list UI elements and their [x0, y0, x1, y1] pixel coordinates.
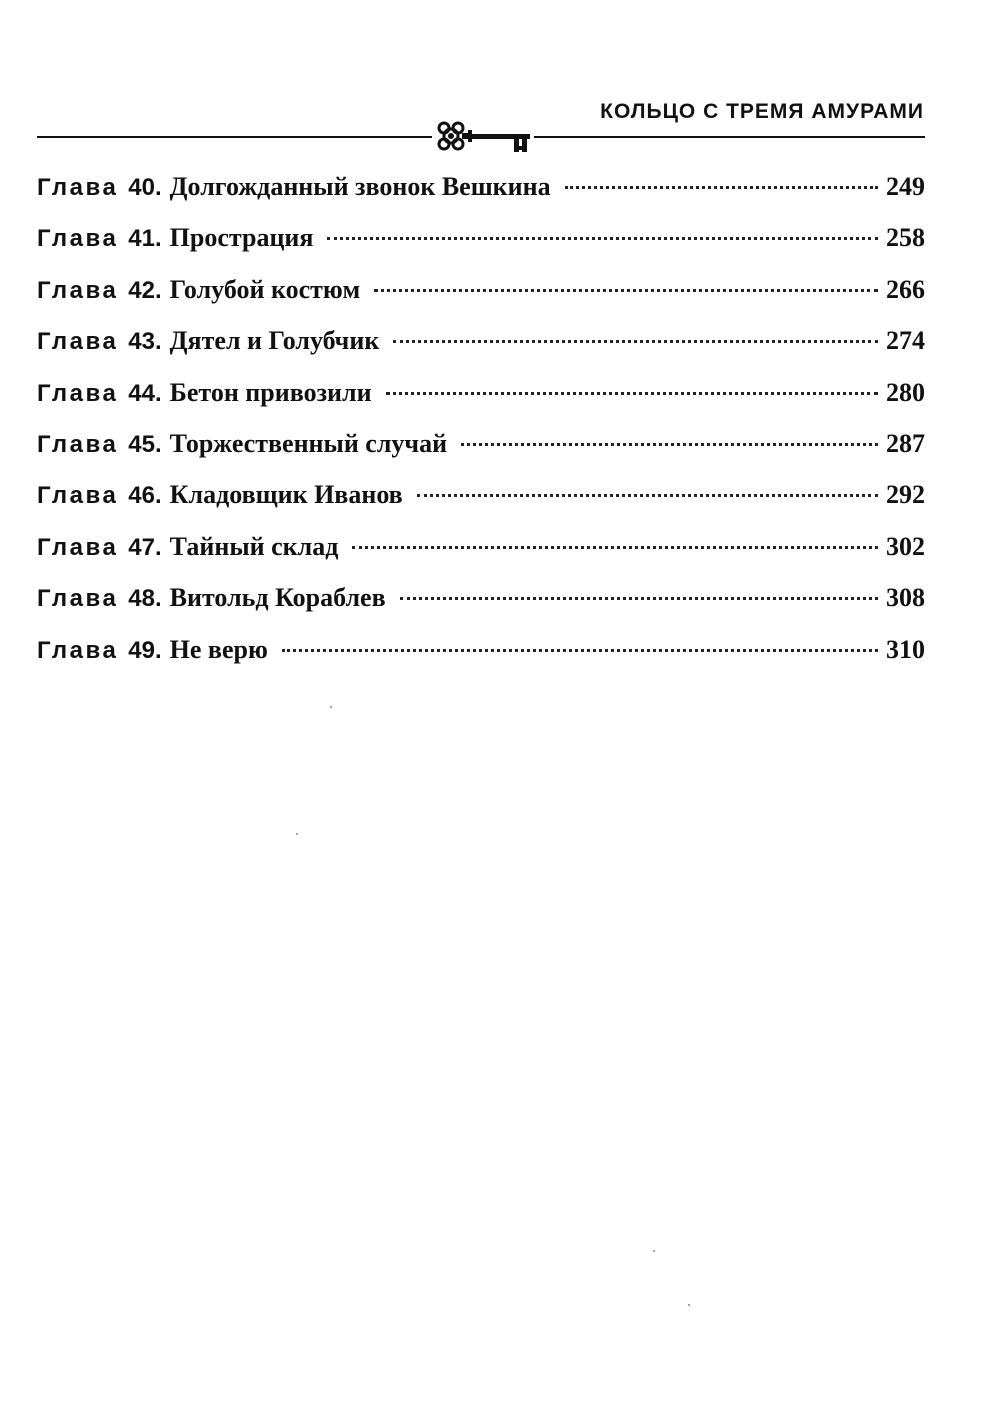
chapter-number: 45.	[128, 430, 162, 458]
chapter-label: Глава	[37, 585, 119, 613]
chapter-label: Глава	[37, 430, 119, 458]
page-number: 249	[886, 172, 925, 201]
toc-entry	[37, 525, 925, 576]
toc-entry	[37, 422, 925, 473]
chapter-label: Глава	[37, 379, 119, 407]
chapter-number: 43.	[128, 328, 162, 356]
page-number: 287	[886, 428, 925, 458]
running-header-title: КОЛЬЦО С ТРЕМЯ АМУРАМИ	[600, 100, 924, 123]
chapter-title: Не верю	[169, 634, 268, 664]
chapter-label: Глава	[37, 482, 119, 510]
chapter-title: Дятел и Голубчик	[169, 326, 380, 356]
toc-entry	[37, 216, 925, 267]
table-of-contents	[37, 165, 925, 679]
chapter-number: 48.	[128, 585, 162, 613]
chapter-title: Витольд Кораблев	[169, 583, 386, 613]
page-number: 266	[886, 274, 925, 304]
chapter-number: 47.	[128, 533, 162, 561]
chapter-label: Глава	[37, 276, 119, 304]
chapter-title: Голубой костюм	[169, 274, 361, 304]
scan-speck	[688, 1304, 690, 1306]
chapter-number: 42.	[128, 276, 162, 304]
dot-leader	[282, 649, 878, 652]
toc-entry	[37, 576, 925, 627]
chapter-title: Кладовщик Иванов	[169, 480, 403, 510]
chapter-title: Бетон привозили	[169, 377, 372, 407]
chapter-title: Прострация	[169, 223, 314, 253]
chapter-title: Долгожданный звонок Вешкина	[169, 172, 551, 201]
chapter-label: Глава	[37, 636, 119, 664]
dot-leader	[374, 289, 878, 292]
toc-entry	[37, 371, 925, 422]
chapter-number: 46.	[128, 482, 162, 510]
chapter-number: 41.	[128, 225, 162, 253]
page-number: 258	[886, 223, 925, 253]
chapter-label: Глава	[37, 174, 119, 201]
page-number: 274	[886, 326, 925, 356]
dot-leader	[352, 546, 878, 549]
page-number: 302	[886, 531, 925, 561]
toc-entry	[37, 319, 925, 370]
chapter-label: Глава	[37, 328, 119, 356]
dot-leader	[393, 340, 878, 343]
chapter-number: 44.	[128, 379, 162, 407]
page-number: 308	[886, 583, 925, 613]
dot-leader	[400, 597, 878, 600]
page-number: 280	[886, 377, 925, 407]
toc-entry	[37, 268, 925, 319]
chapter-title: Торжественный случай	[169, 428, 448, 458]
dot-leader	[386, 392, 878, 395]
dot-leader	[417, 494, 878, 497]
key-icon	[432, 118, 534, 156]
toc-entry	[37, 628, 925, 679]
chapter-label: Глава	[37, 225, 119, 253]
chapter-number: 49.	[128, 636, 162, 664]
chapter-number: 40.	[128, 174, 162, 201]
dot-leader	[565, 186, 878, 189]
page-number: 310	[886, 634, 925, 664]
dot-leader	[461, 443, 878, 446]
chapter-label: Глава	[37, 533, 119, 561]
scan-speck	[653, 1250, 655, 1252]
toc-entry	[37, 165, 925, 216]
page-number: 292	[886, 480, 925, 510]
scan-speck	[330, 706, 332, 708]
dot-leader	[327, 237, 878, 240]
chapter-title: Тайный склад	[169, 531, 339, 561]
toc-entry	[37, 473, 925, 524]
scan-speck	[296, 833, 298, 835]
